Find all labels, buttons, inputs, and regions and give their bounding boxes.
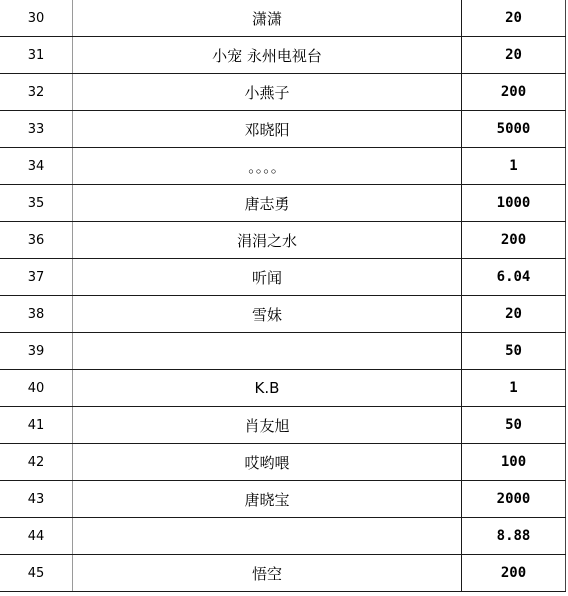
row-number-cell[interactable]: 36 [0,222,73,259]
amount-cell[interactable]: 200 [462,74,566,111]
amount-cell[interactable]: 5000 [462,111,566,148]
donor-name-cell[interactable]: 邓晓阳 [73,111,462,148]
donor-name-cell[interactable]: 小宠 永州电视台 [73,37,462,74]
amount-cell[interactable]: 1000 [462,185,566,222]
amount-cell[interactable]: 20 [462,0,566,37]
row-number-cell[interactable]: 37 [0,259,73,296]
donor-name-cell[interactable]: 肖友旭 [73,407,462,444]
row-number-cell[interactable]: 30 [0,0,73,37]
table-row [0,222,566,259]
amount-cell[interactable]: 50 [462,333,566,370]
amount-cell[interactable]: 200 [462,555,566,592]
donor-name-cell[interactable]: 听闻 [73,259,462,296]
amount-cell[interactable]: 20 [462,37,566,74]
amount-cell[interactable]: 1 [462,370,566,407]
table-row [0,185,566,222]
donor-name-cell[interactable]: 唐志勇 [73,185,462,222]
row-number-cell[interactable]: 35 [0,185,73,222]
amount-cell[interactable]: 6.04 [462,259,566,296]
row-number-cell[interactable]: 38 [0,296,73,333]
table-row [0,148,566,185]
row-number-cell[interactable]: 44 [0,518,73,555]
donor-name-cell[interactable]: 唐晓宝 [73,481,462,518]
table-row [0,111,566,148]
amount-cell[interactable]: 8.88 [462,518,566,555]
table-row [0,481,566,518]
donor-name-cell[interactable]: 悟空 [73,555,462,592]
row-number-cell[interactable]: 45 [0,555,73,592]
table-row [0,0,566,37]
row-number-cell[interactable]: 39 [0,333,73,370]
row-number-cell[interactable]: 31 [0,37,73,74]
donor-name-cell[interactable] [73,518,462,555]
row-number-cell[interactable]: 34 [0,148,73,185]
amount-cell[interactable]: 200 [462,222,566,259]
table-row [0,444,566,481]
amount-cell[interactable]: 2000 [462,481,566,518]
donor-name-cell[interactable]: 潇潇 [73,0,462,37]
amount-cell[interactable]: 20 [462,296,566,333]
amount-cell[interactable]: 100 [462,444,566,481]
table-row [0,518,566,555]
row-number-cell[interactable]: 32 [0,74,73,111]
table-row [0,37,566,74]
donor-name-cell[interactable]: 。。。。 [73,148,462,185]
table-row [0,370,566,407]
donor-name-cell[interactable]: 哎哟喂 [73,444,462,481]
table-row [0,296,566,333]
donor-name-cell[interactable]: 涓涓之水 [73,222,462,259]
donor-name-cell[interactable] [73,333,462,370]
table-row [0,259,566,296]
row-number-cell[interactable]: 42 [0,444,73,481]
amount-cell[interactable]: 1 [462,148,566,185]
amount-cell[interactable]: 50 [462,407,566,444]
table-row [0,74,566,111]
row-number-cell[interactable]: 43 [0,481,73,518]
table-row [0,407,566,444]
row-number-cell[interactable]: 41 [0,407,73,444]
donor-name-cell[interactable]: 雪妹 [73,296,462,333]
table-row [0,555,566,592]
row-number-cell[interactable]: 33 [0,111,73,148]
table-row [0,333,566,370]
donor-name-cell[interactable]: 小燕子 [73,74,462,111]
row-number-cell[interactable]: 40 [0,370,73,407]
donor-name-cell[interactable]: K.B [73,370,462,407]
